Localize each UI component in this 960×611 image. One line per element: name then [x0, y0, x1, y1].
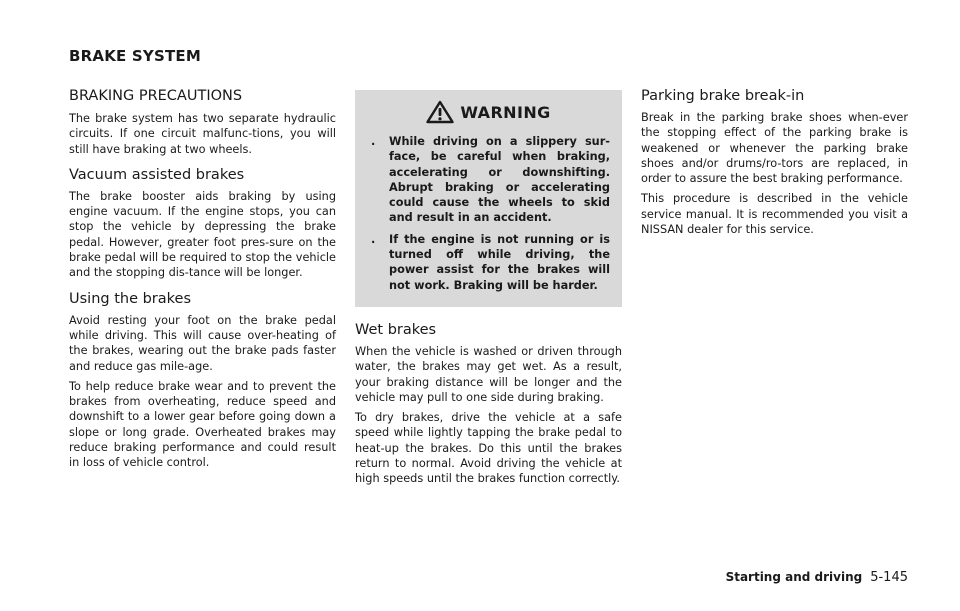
page-footer [726, 570, 908, 585]
page-number: 5-145 [870, 570, 908, 585]
bullet: . [371, 135, 376, 148]
parking-brake-text-2: This procedure is described in the vehicle service manual. It is recommended you visit a NISSAN dealer for this service. [641, 192, 908, 237]
wet-brakes-text-2: To dry brakes, drive the vehicle at a safe speed while lightly tapping the brake pedal to heat-up the brakes. Do this until the brakes return to normal. Avoid driving the vehicle at high speeds until the brakes function correctly. [355, 411, 622, 486]
warning-list [367, 134, 610, 293]
warning-triangle-icon [426, 100, 454, 124]
warning-item [367, 232, 610, 293]
vacuum-brakes-heading: Vacuum assisted brakes [69, 166, 245, 183]
warning-title: WARNING [460, 102, 551, 122]
using-brakes-text-1: Avoid resting your foot on the brake pedal while driving. This will cause over-heating of the brakes, wearing out the brake pads faster and reduce gas mile-age. [69, 313, 336, 373]
warning-box [355, 90, 622, 307]
warning-item-text: If the engine is not running or is turned off while driving, the power assist for the brakes will not work. Braking will be harder. [389, 232, 610, 292]
wet-brakes-text-1: When the vehicle is washed or driven through water, the brakes may get wet. As a result, your braking distance will be longer and the vehicle may pull to one side during braking. [355, 344, 622, 404]
using-brakes-heading: Using the brakes [69, 290, 192, 307]
braking-precautions-text: The brake system has two separate hydraulic circuits. If one circuit malfunc-tions, you will still have braking at two wheels. [69, 112, 336, 156]
using-brakes-text-2: To help reduce brake wear and to prevent the brakes from overheating, reduce speed and downshift to a lower gear before going down a slope or long grade. Overheated brakes may reduce braking performance and could result in loss of vehicle control. [69, 379, 336, 470]
parking-brake-heading: Parking brake break-in [641, 88, 805, 104]
parking-brake-text-1: Break in the parking brake shoes when-ever the stopping effect of the parking brake is weakened or whenever the parking brake shoes and/or drums/ro-tors are replaced, in order to assure the best braking performance. [641, 111, 908, 186]
vacuum-brakes-text: The brake booster aids braking by using engine vacuum. If the engine stops, you can stop the vehicle by depressing the brake pedal. However, greater foot pres-sure on the brake pedal will be required to stop the vehicle and the stopping dis-tance will be longer. [69, 189, 336, 280]
warning-item [367, 134, 610, 226]
warning-item-text: While driving on a slippery sur-face, be careful when braking, accelerating or downshifting. Abrupt braking or accelerating could cause the wheels to skid and result in an accident. [389, 135, 610, 225]
chapter-name: Starting and driving [725, 570, 863, 584]
section-title: BRAKE SYSTEM [69, 47, 201, 65]
column-right [641, 84, 908, 242]
wet-brakes-heading: Wet brakes [355, 321, 437, 338]
column-middle [355, 90, 622, 492]
column-left [69, 84, 336, 476]
warning-header [367, 100, 610, 124]
bullet: . [371, 232, 376, 246]
braking-precautions-heading: BRAKING PRECAUTIONS [69, 88, 243, 104]
